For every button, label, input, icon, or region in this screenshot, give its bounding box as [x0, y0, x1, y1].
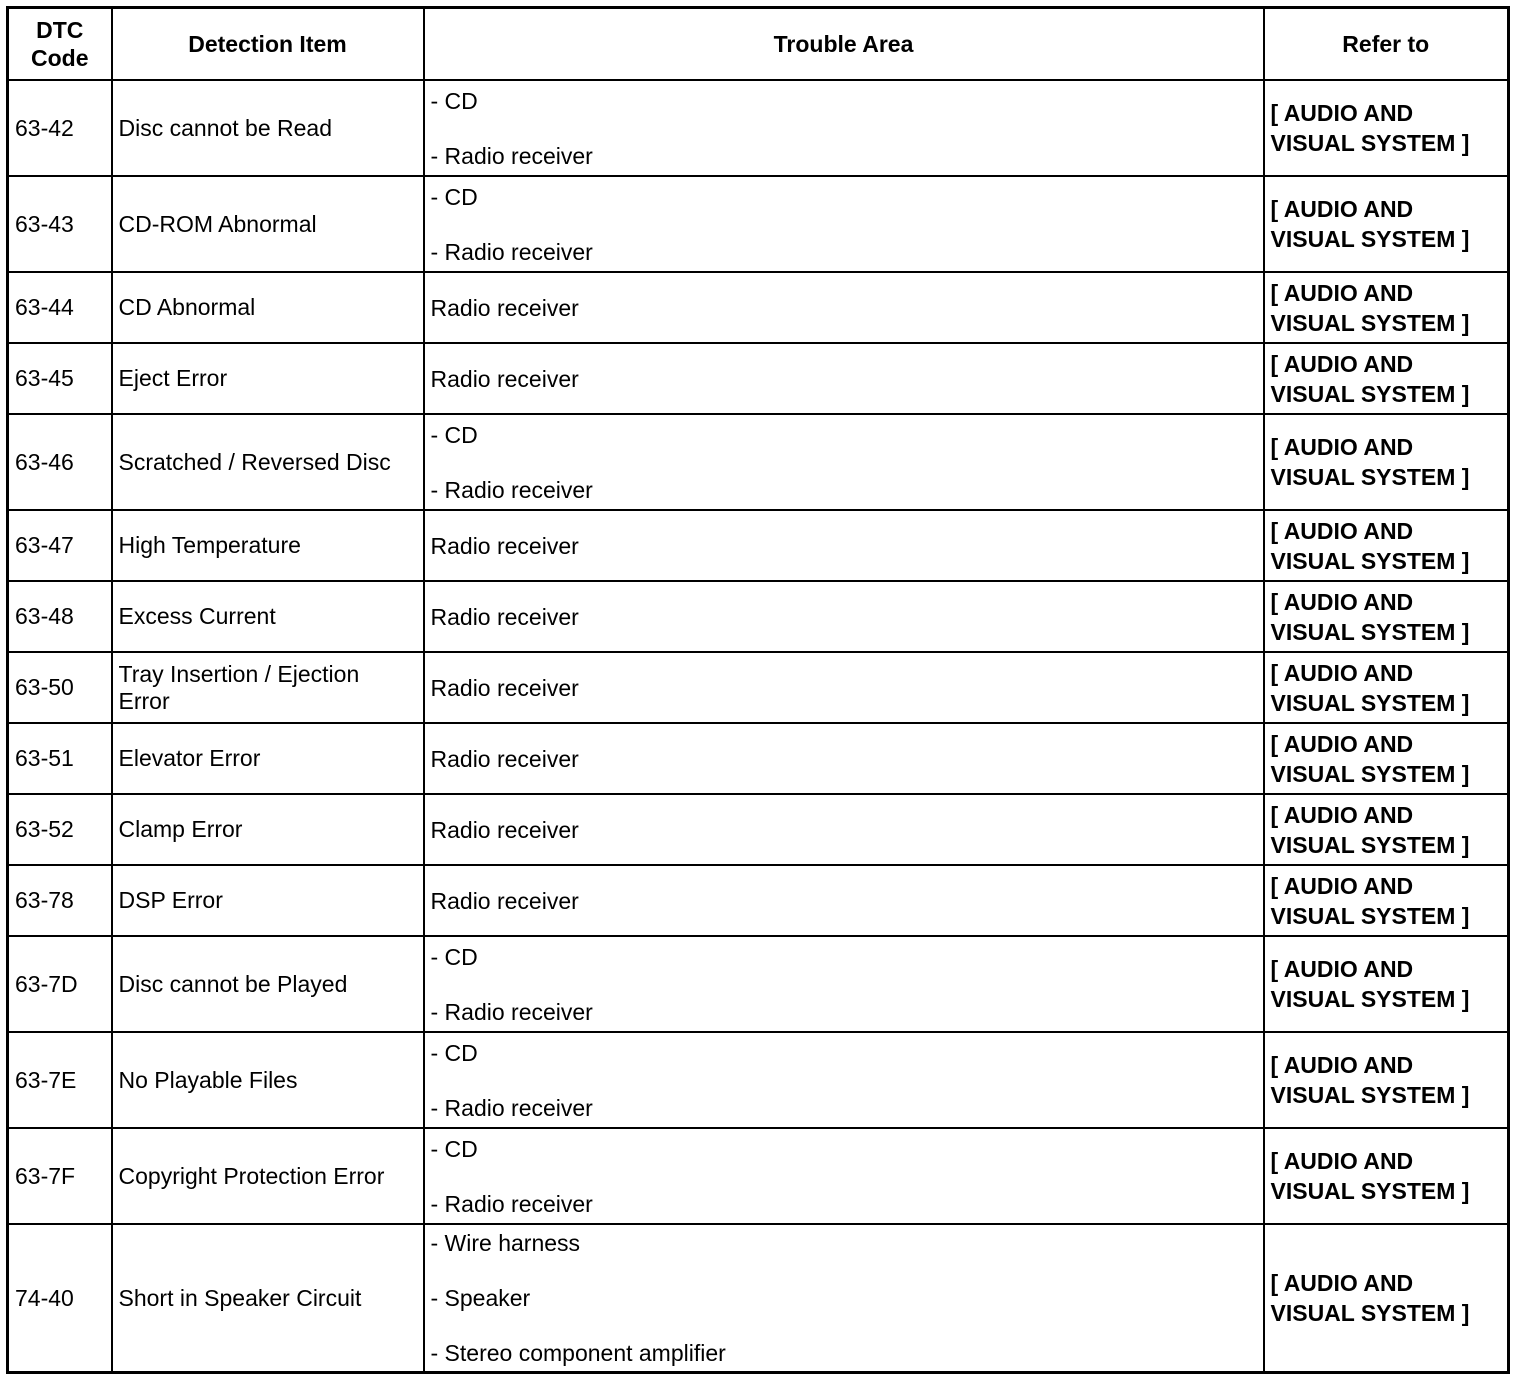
- trouble-area-line: Radio receiver: [430, 294, 579, 321]
- trouble-area-cell: [424, 723, 1264, 794]
- trouble-area-line: - CD: [430, 1135, 478, 1162]
- header-dtc-code: [8, 8, 112, 81]
- trouble-area-cell: [424, 176, 1264, 272]
- dtc-code-cell: 63-7F: [8, 1128, 112, 1224]
- trouble-area-line: - Speaker: [430, 1285, 531, 1311]
- trouble-area-cell: [424, 510, 1264, 581]
- detection-item-cell: Scratched / Reversed Disc: [112, 414, 424, 510]
- trouble-area-line: - Wire harness: [430, 1230, 581, 1256]
- trouble-area-line: Radio receiver: [430, 365, 579, 392]
- detection-item-cell: Tray Insertion / Ejection Error: [112, 652, 424, 723]
- detection-item-cell: Elevator Error: [112, 723, 424, 794]
- dtc-table: [6, 6, 1510, 1374]
- trouble-area-line: Radio receiver: [430, 816, 579, 843]
- header-detection-item: Detection Item: [112, 8, 424, 81]
- trouble-area-cell: [424, 794, 1264, 865]
- table-row: [8, 414, 1509, 510]
- header-refer-to: Refer to: [1264, 8, 1509, 81]
- trouble-area-line: - CD: [430, 183, 478, 210]
- table-header-row: [8, 8, 1509, 81]
- trouble-area-cell: [424, 414, 1264, 510]
- trouble-area-line: - Radio receiver: [430, 476, 593, 503]
- refer-to-cell: [ AUDIO AND VISUAL SYSTEM ]: [1264, 80, 1509, 176]
- trouble-area-line: Radio receiver: [430, 745, 579, 772]
- detection-item-cell: Eject Error: [112, 343, 424, 414]
- header-dtc-code-line1: DTC: [36, 17, 84, 43]
- trouble-area-line: - CD: [430, 421, 478, 448]
- refer-to-cell: [ AUDIO AND VISUAL SYSTEM ]: [1264, 414, 1509, 510]
- dtc-code-cell: 63-50: [8, 652, 112, 723]
- dtc-code-cell: 63-43: [8, 176, 112, 272]
- refer-to-cell: [ AUDIO AND VISUAL SYSTEM ]: [1264, 176, 1509, 272]
- refer-to-cell: [ AUDIO AND VISUAL SYSTEM ]: [1264, 581, 1509, 652]
- refer-to-cell: [ AUDIO AND VISUAL SYSTEM ]: [1264, 510, 1509, 581]
- trouble-area-line: - Radio receiver: [430, 1094, 593, 1121]
- trouble-area-cell: [424, 581, 1264, 652]
- trouble-area-cell: [424, 1224, 1264, 1373]
- refer-to-cell: [ AUDIO AND VISUAL SYSTEM ]: [1264, 1032, 1509, 1128]
- refer-to-cell: [ AUDIO AND VISUAL SYSTEM ]: [1264, 1224, 1509, 1373]
- detection-item-cell: Short in Speaker Circuit: [112, 1224, 424, 1373]
- dtc-code-cell: 63-7E: [8, 1032, 112, 1128]
- trouble-area-line: Radio receiver: [430, 887, 579, 914]
- refer-to-cell: [ AUDIO AND VISUAL SYSTEM ]: [1264, 272, 1509, 343]
- table-row: [8, 1032, 1509, 1128]
- table-body: [8, 80, 1509, 1373]
- trouble-area-cell: [424, 865, 1264, 936]
- trouble-area-cell: [424, 652, 1264, 723]
- refer-to-cell: [ AUDIO AND VISUAL SYSTEM ]: [1264, 936, 1509, 1032]
- dtc-code-cell: 63-52: [8, 794, 112, 865]
- trouble-area-cell: [424, 343, 1264, 414]
- trouble-area-cell: [424, 1032, 1264, 1128]
- table-row: [8, 1128, 1509, 1224]
- detection-item-cell: Clamp Error: [112, 794, 424, 865]
- table-row: [8, 865, 1509, 936]
- table-row: [8, 936, 1509, 1032]
- table-row: [8, 581, 1509, 652]
- refer-to-cell: [ AUDIO AND VISUAL SYSTEM ]: [1264, 1128, 1509, 1224]
- dtc-code-cell: 63-48: [8, 581, 112, 652]
- table-row: [8, 794, 1509, 865]
- table-row: [8, 652, 1509, 723]
- trouble-area-line: Radio receiver: [430, 603, 579, 630]
- dtc-code-cell: 63-47: [8, 510, 112, 581]
- dtc-code-cell: 63-78: [8, 865, 112, 936]
- trouble-area-line: - Radio receiver: [430, 998, 593, 1025]
- detection-item-cell: CD Abnormal: [112, 272, 424, 343]
- detection-item-cell: Disc cannot be Read: [112, 80, 424, 176]
- table-row: [8, 510, 1509, 581]
- detection-item-cell: Excess Current: [112, 581, 424, 652]
- detection-item-cell: DSP Error: [112, 865, 424, 936]
- trouble-area-line: - Radio receiver: [430, 1190, 593, 1217]
- dtc-code-cell: 74-40: [8, 1224, 112, 1373]
- trouble-area-line: - CD: [430, 943, 478, 970]
- table-row: [8, 723, 1509, 794]
- dtc-code-cell: 63-42: [8, 80, 112, 176]
- trouble-area-line: - Radio receiver: [430, 238, 593, 265]
- table-row: [8, 343, 1509, 414]
- table-row: [8, 176, 1509, 272]
- dtc-code-cell: 63-46: [8, 414, 112, 510]
- trouble-area-line: - Stereo component amplifier: [430, 1340, 726, 1366]
- refer-to-cell: [ AUDIO AND VISUAL SYSTEM ]: [1264, 343, 1509, 414]
- trouble-area-line: - CD: [430, 1039, 478, 1066]
- trouble-area-cell: [424, 272, 1264, 343]
- refer-to-cell: [ AUDIO AND VISUAL SYSTEM ]: [1264, 794, 1509, 865]
- table-row: [8, 80, 1509, 176]
- detection-item-cell: Copyright Protection Error: [112, 1128, 424, 1224]
- trouble-area-cell: [424, 1128, 1264, 1224]
- header-trouble-area: Trouble Area: [424, 8, 1264, 81]
- table-row: [8, 1224, 1509, 1373]
- detection-item-cell: High Temperature: [112, 510, 424, 581]
- trouble-area-line: Radio receiver: [430, 532, 579, 559]
- trouble-area-line: - CD: [430, 87, 478, 114]
- refer-to-cell: [ AUDIO AND VISUAL SYSTEM ]: [1264, 652, 1509, 723]
- trouble-area-line: - Radio receiver: [430, 142, 593, 169]
- detection-item-cell: No Playable Files: [112, 1032, 424, 1128]
- detection-item-cell: CD-ROM Abnormal: [112, 176, 424, 272]
- dtc-code-cell: 63-7D: [8, 936, 112, 1032]
- refer-to-cell: [ AUDIO AND VISUAL SYSTEM ]: [1264, 865, 1509, 936]
- header-dtc-code-line2: Code: [31, 45, 89, 71]
- dtc-code-cell: 63-44: [8, 272, 112, 343]
- trouble-area-cell: [424, 80, 1264, 176]
- trouble-area-cell: [424, 936, 1264, 1032]
- table-row: [8, 272, 1509, 343]
- refer-to-cell: [ AUDIO AND VISUAL SYSTEM ]: [1264, 723, 1509, 794]
- detection-item-cell: Disc cannot be Played: [112, 936, 424, 1032]
- dtc-code-cell: 63-51: [8, 723, 112, 794]
- trouble-area-line: Radio receiver: [430, 674, 579, 701]
- dtc-code-cell: 63-45: [8, 343, 112, 414]
